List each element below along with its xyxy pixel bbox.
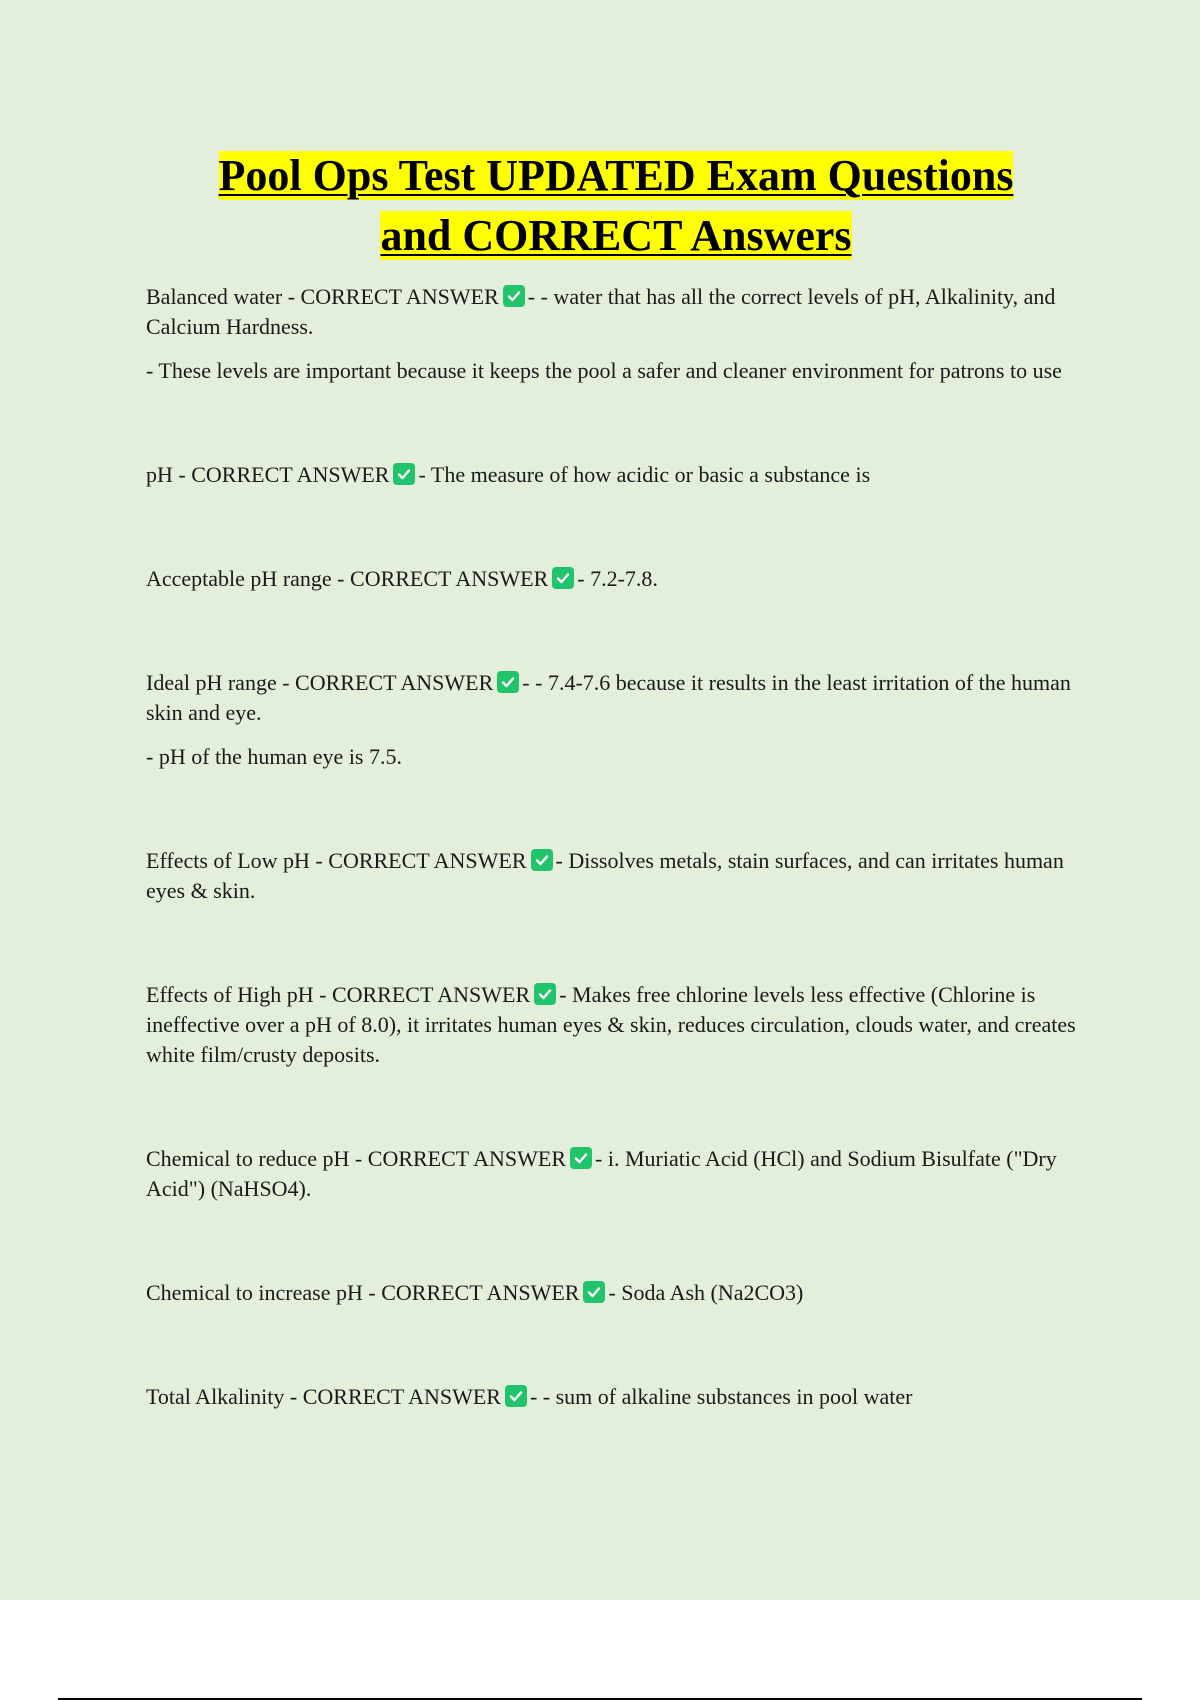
qa-entry-balanced-water <box>146 282 1086 386</box>
qa-answer: - - sum of alkaline substances in pool water <box>529 1384 913 1409</box>
qa-term: Total Alkalinity - <box>146 1384 303 1409</box>
qa-entry-ideal-ph-range <box>146 668 1086 772</box>
qa-term: Ideal pH range - <box>146 670 296 695</box>
answer-label: CORRECT ANSWER <box>381 1280 580 1305</box>
qa-entry-text <box>146 1278 1086 1308</box>
qa-entry-text <box>146 846 1086 906</box>
qa-answer: - Makes free chlorine levels less effective (Chlorine is ineffective over a pH of 8.0), it irritates human eyes & skin, reduces circulation, clouds water, and creates white film/crusty deposits. <box>146 982 1076 1067</box>
qa-entry-effects-low-ph <box>146 846 1086 906</box>
qa-entry-text <box>146 282 1086 342</box>
qa-entry-text <box>146 668 1086 728</box>
qa-entry-acceptable-ph-range <box>146 564 1086 594</box>
qa-answer: - i. Muriatic Acid (HCl) and Sodium Bisulfate ("Dry Acid") (NaHSO4). <box>146 1146 1057 1201</box>
qa-answer: - - 7.4-7.6 because it results in the least irritation of the human skin and eye. <box>146 670 1071 725</box>
check-mark-icon <box>570 1147 592 1169</box>
answer-label: CORRECT ANSWER <box>331 982 531 1007</box>
check-mark-icon <box>531 849 553 871</box>
qa-entry-ph <box>146 460 1086 490</box>
qa-answer: - Soda Ash (Na2CO3) <box>608 1280 804 1305</box>
check-mark-icon <box>393 463 415 485</box>
answer-label: CORRECT ANSWER <box>328 848 527 873</box>
qa-list <box>146 282 1086 1426</box>
answer-label: CORRECT ANSWER <box>191 462 390 487</box>
qa-answer: - The measure of how acidic or basic a substance is <box>418 462 871 487</box>
answer-label: CORRECT ANSWER <box>300 284 499 309</box>
qa-term: Chemical to reduce pH - <box>146 1146 368 1171</box>
answer-label: CORRECT ANSWER <box>295 670 494 695</box>
qa-extra-note: - These levels are important because it keeps the pool a safer and cleaner environment for patrons to use <box>146 358 1062 383</box>
qa-term: Effects of Low pH - <box>146 848 329 873</box>
qa-answer: - 7.2-7.8. <box>577 566 658 591</box>
qa-answer: - - water that has all the correct levels of pH, Alkalinity, and Calcium Hardness. <box>146 284 1056 339</box>
qa-term: Effects of High pH - <box>146 982 332 1007</box>
title-line-1: Pool Ops Test UPDATED Exam Questions <box>218 151 1014 200</box>
qa-entry-text <box>146 980 1086 1070</box>
check-mark-icon <box>497 671 519 693</box>
answer-label: CORRECT ANSWER <box>350 566 549 591</box>
answer-label: CORRECT ANSWER <box>302 1384 501 1409</box>
check-mark-icon <box>505 1385 527 1407</box>
qa-entry-text <box>146 1382 1086 1412</box>
qa-extra-note: - pH of the human eye is 7.5. <box>146 744 402 769</box>
title-line-2: and CORRECT Answers <box>380 211 852 260</box>
answer-label: CORRECT ANSWER <box>367 1146 567 1171</box>
document-title <box>146 146 1086 266</box>
qa-term: Chemical to increase pH - <box>146 1280 382 1305</box>
qa-answer: - Dissolves metals, stain surfaces, and can irritates human eyes & skin. <box>146 848 1064 903</box>
qa-entry-chemical-increase-ph <box>146 1278 1086 1308</box>
check-mark-icon <box>503 285 525 307</box>
qa-entry-text <box>146 460 1086 490</box>
qa-entry-total-alkalinity <box>146 1382 1086 1412</box>
qa-term: pH - <box>146 462 192 487</box>
qa-term: Acceptable pH range - <box>146 566 351 591</box>
check-mark-icon <box>552 567 574 589</box>
check-mark-icon <box>534 983 556 1005</box>
qa-entry-effects-high-ph <box>146 980 1086 1070</box>
qa-entry-chemical-reduce-ph <box>146 1144 1086 1204</box>
qa-entry-text <box>146 1144 1086 1204</box>
qa-entry-text <box>146 564 1086 594</box>
qa-term: Balanced water - <box>146 284 301 309</box>
check-mark-icon <box>583 1281 605 1303</box>
